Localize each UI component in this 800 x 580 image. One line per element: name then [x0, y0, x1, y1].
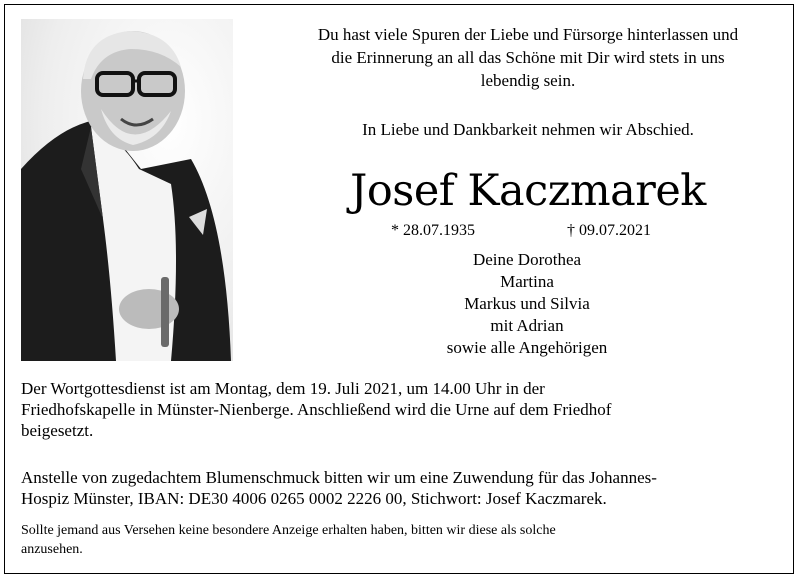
service-line: beigesetzt. — [21, 421, 94, 440]
memorial-poem — [261, 23, 795, 92]
mourners-list — [377, 249, 677, 359]
deceased-name: Josef Kaczmarek — [350, 166, 706, 216]
footnote-line: Sollte jemand aus Versehen keine besondere Anzeige erhalten haben, bitten wir diese als solche — [21, 523, 556, 538]
obituary-notice — [4, 4, 794, 574]
poem-line: lebendig sein. — [480, 71, 576, 90]
death-date: † 09.07.2021 — [567, 222, 651, 239]
service-line: Der Wortgottesdienst ist am Montag, dem 19. Juli 2021, um 14.00 Uhr in der — [21, 379, 545, 398]
poem-line: Du hast viele Spuren der Liebe und Fürsorge hinterlassen und — [317, 25, 739, 44]
donation-line: Anstelle von zugedachtem Blumenschmuck bitten wir um eine Zuwendung für das Johannes- — [21, 468, 657, 487]
footnote-text — [21, 521, 789, 559]
service-details — [21, 378, 789, 441]
service-line: Friedhofskapelle in Münster-Nienberge. Anschließend wird die Urne auf dem Friedhof — [21, 400, 612, 419]
poem-line: die Erinnerung an all das Schöne mit Dir wird stets in uns — [331, 48, 725, 67]
mourner-entry: Deine Dorothea — [472, 250, 582, 269]
footnote-line: anzusehen. — [21, 542, 83, 557]
mourner-entry: Martina — [500, 272, 554, 291]
portrait-photo — [21, 19, 233, 361]
birth-date: * 28.07.1935 — [391, 222, 475, 239]
donation-line: Hospiz Münster, IBAN: DE30 4006 0265 0002 2226 00, Stichwort: Josef Kaczmarek. — [21, 489, 607, 508]
mourner-entry: mit Adrian — [490, 316, 564, 335]
mourner-entry: Markus und Silvia — [464, 294, 590, 313]
mourner-entry: sowie alle Angehörigen — [446, 338, 608, 357]
farewell-text: In Liebe und Dankbarkeit nehmen wir Abschied. — [362, 120, 694, 139]
donation-request — [21, 467, 789, 509]
